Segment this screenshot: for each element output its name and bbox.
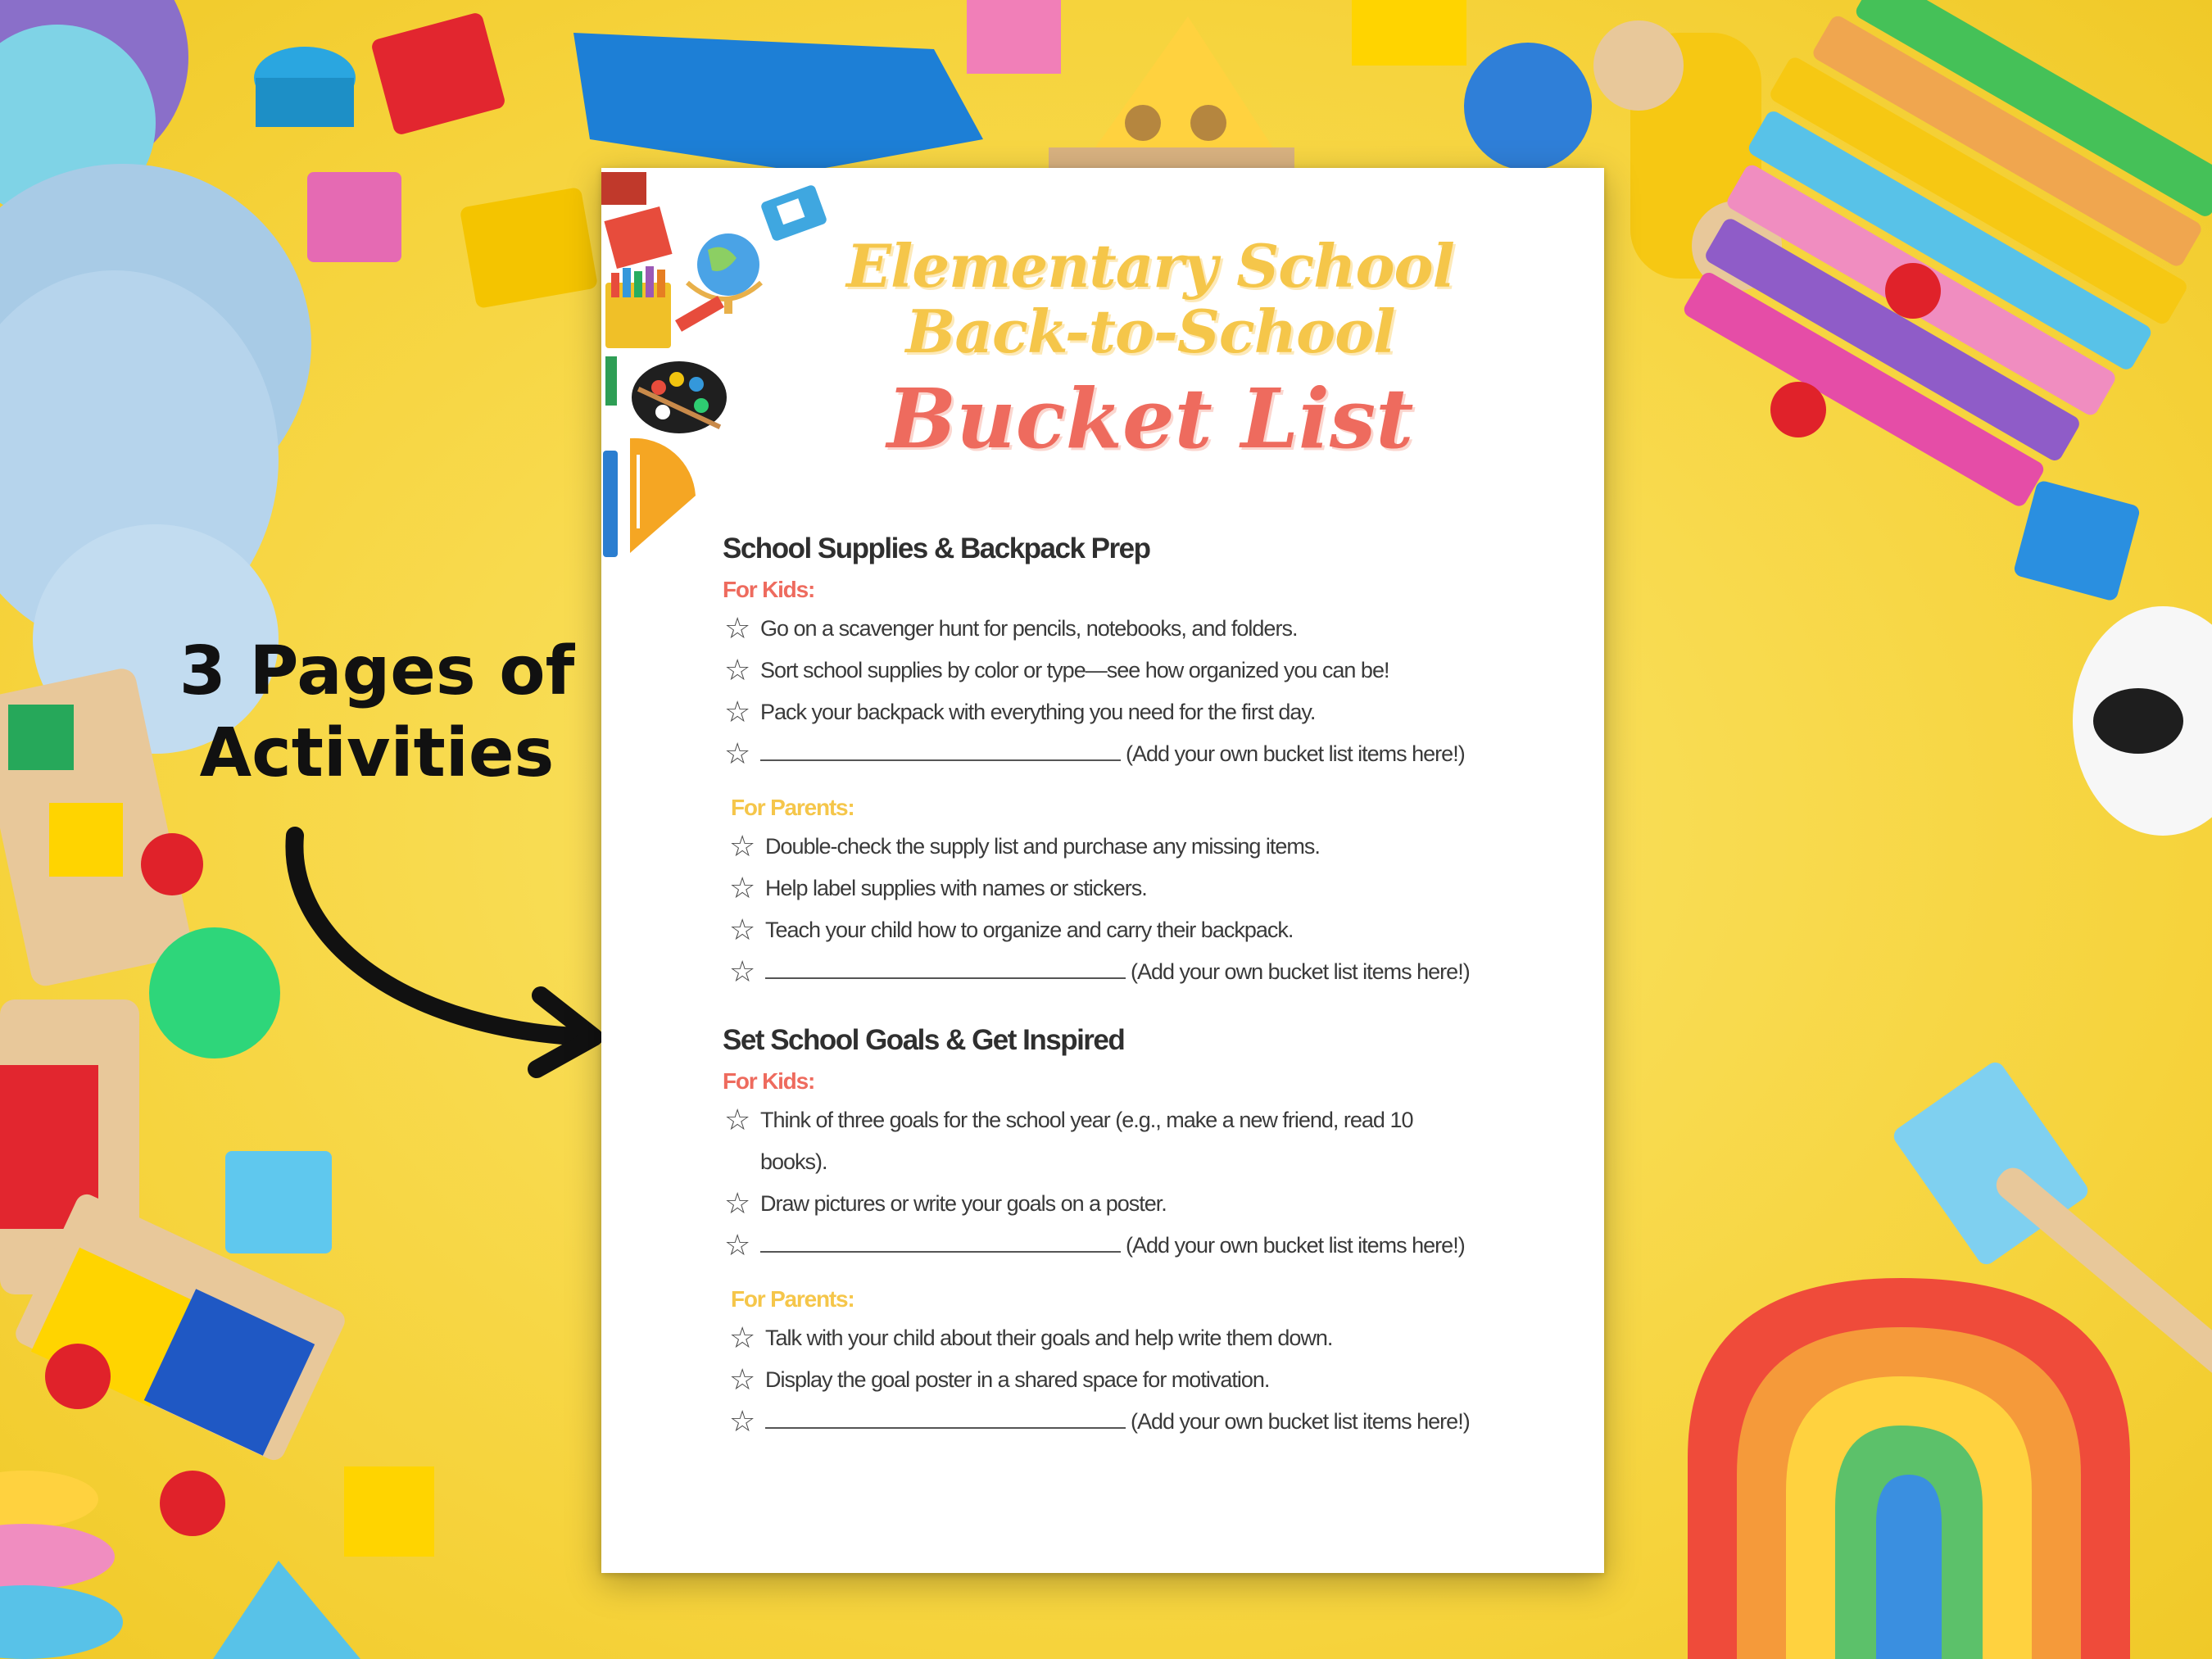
globe-icon	[687, 233, 761, 314]
star-icon: ☆	[724, 612, 750, 646]
star-icon: ☆	[724, 1104, 750, 1137]
star-icon: ☆	[724, 654, 750, 687]
blank-line[interactable]	[765, 958, 1126, 979]
kids-label: For Kids:	[723, 1068, 815, 1094]
list-item-blank	[728, 951, 1575, 993]
list-item	[723, 1099, 1465, 1183]
star-icon: ☆	[729, 1363, 755, 1397]
list-item	[728, 909, 1575, 951]
callout-line-1: 3 Pages of	[179, 632, 575, 710]
section-goals	[723, 1024, 1575, 1443]
star-icon: ☆	[729, 830, 755, 863]
item-text: Display the goal poster in a shared space for motivation.	[765, 1367, 1270, 1392]
bucket-list-sheet	[601, 168, 1604, 1573]
star-icon: ☆	[724, 1229, 750, 1262]
item-text: Teach your child how to organize and carry their backpack.	[765, 918, 1294, 942]
list-item	[723, 1183, 1575, 1225]
list-item	[723, 608, 1575, 650]
parents-label: For Parents:	[731, 1286, 854, 1312]
star-icon: ☆	[729, 913, 755, 947]
bucket-list-content	[723, 533, 1575, 1443]
list-item-blank	[723, 1225, 1575, 1267]
star-icon: ☆	[724, 737, 750, 771]
kids-items	[723, 608, 1575, 775]
list-item	[728, 1317, 1575, 1359]
list-item-blank	[728, 1401, 1575, 1443]
palette-icon	[632, 361, 727, 433]
list-item	[728, 826, 1575, 868]
kids-items	[723, 1099, 1575, 1267]
callout-text	[147, 631, 606, 795]
list-item	[723, 691, 1575, 733]
item-text: Talk with your child about their goals and help write them down.	[765, 1326, 1333, 1350]
item-text: Double-check the supply list and purchase any missing items.	[765, 834, 1320, 859]
blank-line[interactable]	[760, 740, 1121, 761]
star-icon: ☆	[729, 872, 755, 905]
list-item	[728, 868, 1575, 909]
title-main: Bucket List	[886, 370, 1414, 467]
star-icon: ☆	[729, 955, 755, 989]
star-icon: ☆	[724, 696, 750, 729]
list-item	[728, 1359, 1575, 1401]
item-text: Draw pictures or write your goals on a poster.	[760, 1191, 1167, 1216]
ruler-icon	[603, 438, 696, 557]
item-text: Go on a scavenger hunt for pencils, notebooks, and folders.	[760, 616, 1298, 641]
item-text: Sort school supplies by color or type—see how organized you can be!	[760, 658, 1389, 682]
star-icon: ☆	[724, 1187, 750, 1221]
section-supplies	[723, 533, 1575, 993]
section-heading: School Supplies & Backpack Prep	[723, 533, 1150, 564]
star-icon: ☆	[729, 1405, 755, 1439]
parents-label: For Parents:	[731, 795, 854, 820]
item-text: Help label supplies with names or stickers.	[765, 876, 1147, 900]
callout-line-2: Activities	[199, 714, 555, 792]
arrow-icon	[270, 819, 614, 1081]
item-text: Think of three goals for the school year (e.g., make a new friend, read 10 books).	[760, 1108, 1413, 1174]
item-text: (Add your own bucket list items here!)	[1131, 1409, 1470, 1434]
star-icon: ☆	[729, 1321, 755, 1355]
kids-label: For Kids:	[723, 577, 815, 602]
parents-items	[723, 1317, 1575, 1443]
item-text: (Add your own bucket list items here!)	[1131, 959, 1470, 984]
list-item-blank	[723, 733, 1575, 775]
title-line-2: Back-to-School	[905, 297, 1395, 366]
parents-items	[723, 826, 1575, 993]
title-line-1: Elementary School	[846, 231, 1454, 301]
blank-line[interactable]	[765, 1407, 1126, 1429]
blank-line[interactable]	[760, 1231, 1121, 1253]
item-text: (Add your own bucket list items here!)	[1126, 741, 1465, 766]
list-item	[723, 650, 1575, 691]
section-heading: Set School Goals & Get Inspired	[723, 1024, 1125, 1056]
item-text: Pack your backpack with everything you need for the first day.	[760, 700, 1316, 724]
document-title	[790, 233, 1511, 468]
item-text: (Add your own bucket list items here!)	[1126, 1233, 1465, 1258]
